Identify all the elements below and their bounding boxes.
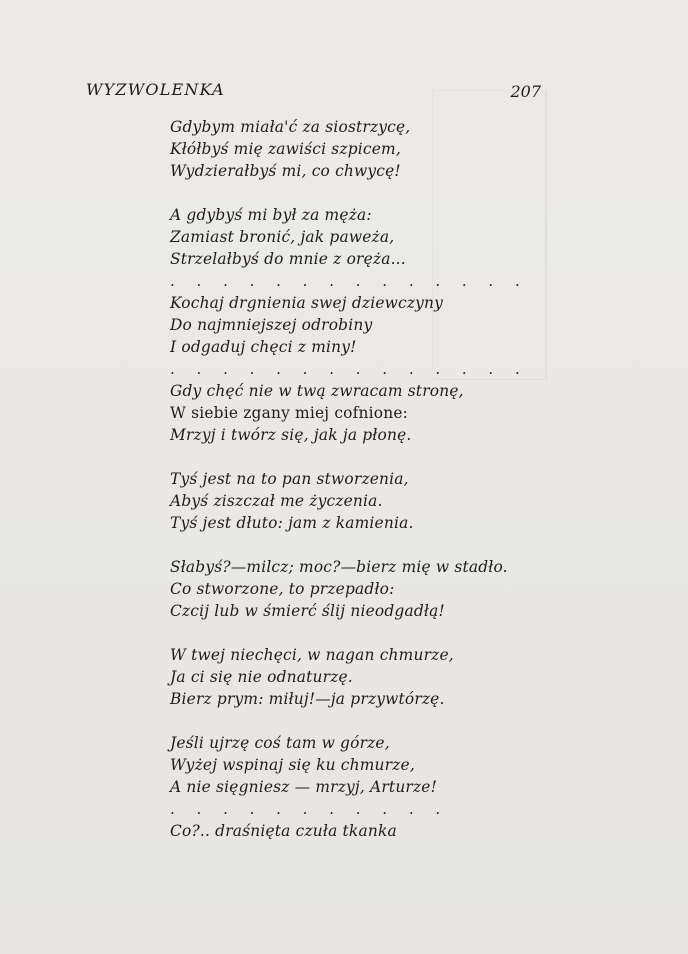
poem-line: Zamiast bronić, jak paweża, [170, 228, 395, 246]
poem-line: Kochaj drgnienia swej dziewczyny [170, 294, 444, 312]
poem-line: Abyś ziszczał me życzenia. [170, 492, 383, 510]
page-number: 207 [510, 82, 541, 101]
poem-line: Słabyś?—milcz; moc?—bierz mię w stadło. [170, 558, 508, 576]
poem-line: Tyś jest na to pan stworzenia, [170, 470, 409, 488]
poem-line: W siebie zgany miej cofnione: [170, 404, 409, 422]
poem-line: Tyś jest dłuto: jam z kamienia. [170, 514, 414, 532]
poem-line: Gdy chęć nie w twą zwracam stronę, [170, 382, 464, 400]
page-header [86, 80, 541, 102]
poem-line: Czcij lub w śmierć ślij nieodgadłą! [170, 602, 445, 620]
poem-line: Kłółbyś mię zawiści szpicem, [170, 140, 401, 158]
ellipsis-row: . . . . . . . . . . . . . . [170, 360, 529, 378]
show-through-print [432, 90, 547, 380]
poem-line: Do najmniejszej odrobiny [170, 316, 373, 334]
poem-line: Co stworzone, to przepadło: [170, 580, 395, 598]
ellipsis-row: . . . . . . . . . . . [170, 800, 449, 818]
poem-line: Ja ci się nie odnaturzę. [170, 668, 353, 686]
poem-line: Jeśli ujrzę coś tam w górze, [170, 734, 390, 752]
poem-line: A nie sięgniesz — mrzyj, Arturze! [170, 778, 437, 796]
poem-line: Mrzyj i twórz się, jak ja płonę. [170, 426, 412, 444]
poem-line: Gdybym miała'ć za siostrzycę, [170, 118, 411, 136]
poem-line: A gdybyś mi był za męża: [170, 206, 372, 224]
poem-line: Wyżej wspinaj się ku chmurze, [170, 756, 415, 774]
running-title: WYZWOLENKA [86, 80, 225, 99]
poem-line: I odgaduj chęci z miny! [170, 338, 357, 356]
poem-line: Wydzierałbyś mi, co chwycę! [170, 162, 401, 180]
poem-line: Co?.. draśnięta czuła tkanka [170, 822, 397, 840]
poem-line: Strzelałbyś do mnie z oręża... [170, 250, 406, 268]
poem-line: W twej niechęci, w nagan chmurze, [170, 646, 454, 664]
poem-line: Bierz prym: miłuj!—ja przywtórzę. [170, 690, 445, 708]
ellipsis-row: . . . . . . . . . . . . . . [170, 272, 529, 290]
